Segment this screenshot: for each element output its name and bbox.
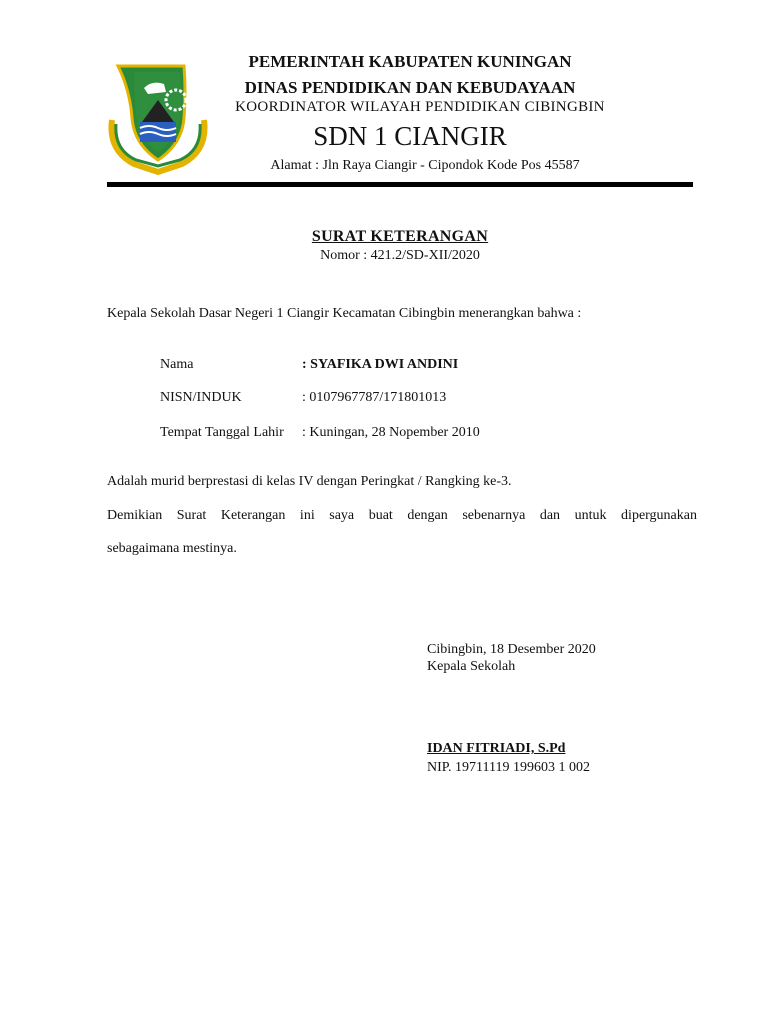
signature-position: Kepala Sekolah (427, 659, 516, 674)
signature-nip: NIP. 19711119 199603 1 002 (427, 760, 590, 775)
field-label-nisn: NISN/INDUK (160, 390, 242, 405)
field-label-name: Nama (160, 357, 194, 372)
header-divider (107, 182, 693, 187)
field-value-nisn: : 0107967787/171801013 (302, 390, 447, 405)
letter-intro: Kepala Sekolah Dasar Negeri 1 Ciangir Kecamatan Cibingbin menerangkan bahwa : (107, 306, 582, 321)
letter-closing-line2: sebagaimana mestinya. (107, 541, 237, 556)
signature-place-date: Cibingbin, 18 Desember 2020 (427, 642, 596, 657)
header-government: PEMERINTAH KABUPATEN KUNINGAN (248, 52, 572, 71)
school-address: Alamat : Jln Raya Ciangir - Cipondok Kode Pos 45587 (270, 158, 580, 173)
letter-statement: Adalah murid berprestasi di kelas IV dengan Peringkat / Rangking ke-3. (107, 474, 512, 489)
header-coordinator: KOORDINATOR WILAYAH PENDIDIKAN CIBINGBIN (235, 99, 605, 115)
header-department: DINAS PENDIDIKAN DAN KEBUDAYAAN (244, 78, 576, 97)
field-value-name: : SYAFIKA DWI ANDINI (302, 357, 459, 372)
letter-number: Nomor : 421.2/SD-XII/2020 (320, 248, 480, 263)
field-value-birth: : Kuningan, 28 Nopember 2010 (302, 425, 480, 440)
school-name: SDN 1 CIANGIR (313, 121, 507, 151)
letter-closing-line1: Demikian Surat Keterangan ini saya buat dengan sebenarnya dan untuk dipergunakan (107, 508, 697, 523)
signature-name: IDAN FITRIADI, S.Pd (427, 741, 566, 756)
letter-title: SURAT KETERANGAN (311, 228, 489, 245)
field-label-birth: Tempat Tanggal Lahir (160, 425, 284, 440)
kuningan-regency-emblem (104, 60, 212, 180)
